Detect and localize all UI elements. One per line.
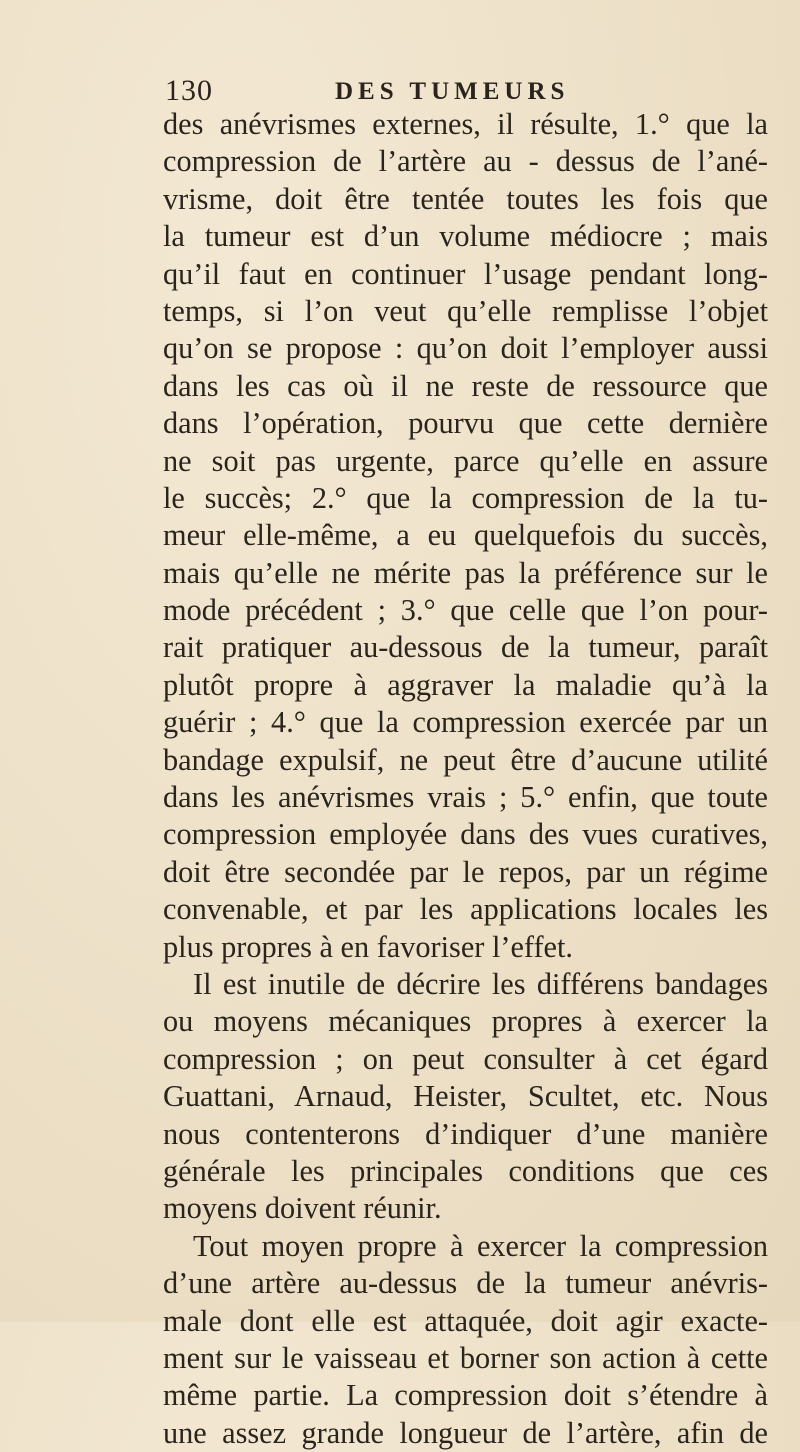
text-line: convenable, et par les applications locales les (163, 892, 768, 927)
page-header (165, 70, 765, 110)
text-line: la tumeur est d’un volume médiocre ; mais (163, 219, 768, 254)
page-number: 130 (165, 74, 213, 107)
text-line: temps, si l’on veut qu’elle remplisse l’objet (163, 293, 768, 328)
text-line: dans les cas où il ne reste de ressource que (163, 368, 768, 403)
text-line: générale les principales conditions que ces (163, 1153, 768, 1188)
paragraph-end-line: moyens doivent réunir. (163, 1191, 442, 1226)
text-line: ne soit pas urgente, parce qu’elle en assure (163, 443, 768, 478)
text-line: même partie. La compression doit s’étendre à (163, 1378, 768, 1413)
text-line: compression de l’artère au - dessus de l’ané- (163, 144, 768, 179)
text-line: doit être secondée par le repos, par un régime (163, 854, 768, 889)
text-line: des anévrismes externes, il résulte, 1.° que la (163, 107, 768, 141)
text-line: d’une artère au-dessus de la tumeur anévris- (163, 1266, 768, 1301)
text-line: dans les anévrismes vrais ; 5.° enfin, que toute (163, 780, 768, 815)
text-line: dans l’opération, pourvu que cette dernière (163, 406, 768, 441)
text-line: rait pratiquer au-dessous de la tumeur, paraît (163, 630, 768, 665)
text-line: bandage expulsif, ne peut être d’aucune utilité (163, 742, 768, 777)
text-line: plutôt propre à aggraver la maladie qu’à la (163, 667, 768, 702)
text-line: meur elle-même, a eu quelquefois du succès, (163, 518, 768, 553)
text-line: vrisme, doit être tentée toutes les fois que (163, 181, 768, 216)
text-line: male dont elle est attaquée, doit agir exacte- (163, 1303, 768, 1338)
text-line: le succès; 2.° que la compression de la tu- (163, 480, 768, 515)
text-line: une assez grande longueur de l’artère, afin de (163, 1415, 768, 1450)
paragraph-start-line: Tout moyen propre à exercer la compression (193, 1228, 768, 1263)
text-line: mais qu’elle ne mérite pas la préférence sur le (163, 555, 768, 590)
text-line: mode précédent ; 3.° que celle que l’on pour- (163, 593, 768, 628)
text-line: qu’il faut en continuer l’usage pendant long- (163, 256, 768, 291)
text-line: compression employée dans des vues curatives, (163, 817, 768, 852)
paragraph-start-line: Il est inutile de décrire les différens bandages (193, 966, 768, 1001)
text-line: ment sur le vaisseau et borner son action à cette (163, 1340, 768, 1375)
running-head: DES TUMEURS (335, 78, 570, 105)
text-line: compression ; on peut consulter à cet égard (163, 1041, 768, 1076)
text-line: ou moyens mécaniques propres à exercer la (163, 1004, 768, 1039)
text-line: nous contenterons d’indiquer d’une manière (163, 1116, 768, 1151)
body-text (163, 106, 768, 1452)
text-line: Guattani, Arnaud, Heister, Scultet, etc. Nous (163, 1079, 768, 1114)
text-line: guérir ; 4.° que la compression exercée par un (163, 705, 768, 740)
paragraph-end-line: plus propres à en favoriser l’effet. (163, 929, 573, 964)
text-line: qu’on se propose : qu’on doit l’employer aussi (163, 331, 768, 366)
